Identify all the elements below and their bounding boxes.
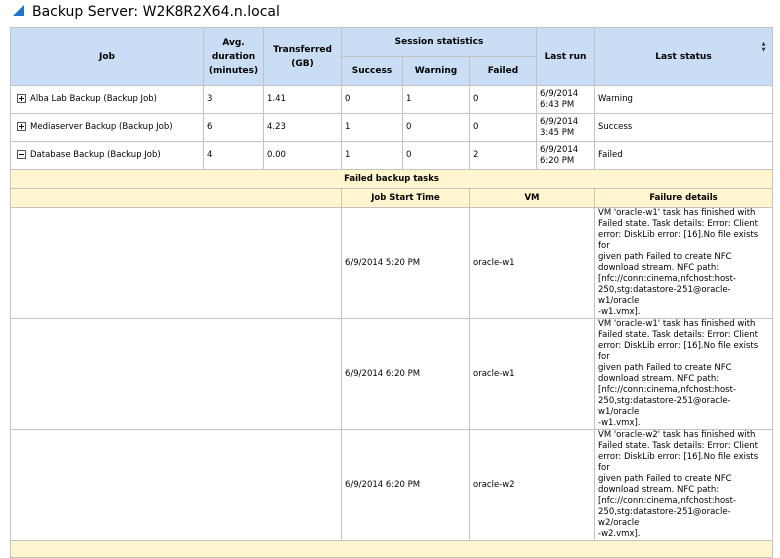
failed-task-spacer — [11, 430, 342, 541]
backup-jobs-table — [10, 27, 773, 558]
last-run-cell: 6/9/2014 3:45 PM — [537, 114, 595, 142]
success-cell: 1 — [342, 142, 403, 170]
failed-task-spacer — [11, 208, 342, 319]
job-start-time-cell: 6/9/2014 6:20 PM — [342, 430, 470, 541]
col-header-vm: VM — [470, 189, 595, 208]
col-header-success[interactable]: Success — [342, 57, 403, 86]
avg-duration-cell: 4 — [204, 142, 264, 170]
col-header-failed[interactable]: Failed — [470, 57, 537, 86]
job-cell — [11, 114, 204, 142]
job-cell — [11, 86, 204, 114]
job-name: Database Backup (Backup Job) — [30, 150, 161, 160]
transferred-cell: 4.23 — [264, 114, 342, 142]
col-header-job[interactable]: Job — [11, 28, 204, 86]
failed-task-spacer — [11, 319, 342, 430]
title-bar — [0, 0, 780, 27]
vm-cell: oracle-w1 — [470, 319, 595, 430]
job-start-time-cell: 6/9/2014 6:20 PM — [342, 319, 470, 430]
warning-cell: 0 — [403, 142, 470, 170]
warning-cell: 1 — [403, 86, 470, 114]
failed-tasks-title: Failed backup tasks — [11, 170, 773, 189]
table-footer — [11, 541, 773, 558]
last-status-label: Last status — [655, 51, 712, 62]
last-run-cell: 6/9/2014 6:43 PM — [537, 86, 595, 114]
last-status-cell: Warning — [595, 86, 773, 114]
last-status-cell: Failed — [595, 142, 773, 170]
plus-box-icon[interactable] — [17, 94, 26, 103]
job-name: Mediaserver Backup (Backup Job) — [30, 122, 173, 132]
col-header-last-status[interactable] — [595, 28, 773, 86]
last-status-cell: Success — [595, 114, 773, 142]
col-header-job-start-time: Job Start Time — [342, 189, 470, 208]
success-cell: 1 — [342, 114, 403, 142]
job-name: Alba Lab Backup (Backup Job) — [30, 94, 157, 104]
failure-details-cell: VM 'oracle-w1' task has finished with Failed state. Task details: Error: Client error: DiskLib error: [16].No file exists for given path Failed to create NFC download stream. NFC path: [nfc://conn:cinema,nfchost:host- 250,stg:datastore-251@oracle-w1/oracle -w1.vmx]. — [595, 319, 773, 430]
col-header-session-statistics: Session statistics — [342, 28, 537, 57]
failed-cell: 2 — [470, 142, 537, 170]
transferred-cell: 1.41 — [264, 86, 342, 114]
job-start-time-cell: 6/9/2014 5:20 PM — [342, 208, 470, 319]
last-run-cell: 6/9/2014 6:20 PM — [537, 142, 595, 170]
failed-tasks-header-row — [11, 189, 773, 208]
page-title: Backup Server: W2K8R2X64.n.local — [32, 4, 280, 20]
plus-box-icon[interactable] — [17, 122, 26, 131]
col-header-transferred[interactable]: Transferred (GB) — [264, 28, 342, 86]
failed-cell: 0 — [470, 114, 537, 142]
col-header-warning[interactable]: Warning — [403, 57, 470, 86]
footer-bar — [11, 541, 773, 558]
failed-task-row — [11, 319, 773, 430]
warning-cell: 0 — [403, 114, 470, 142]
failure-details-cell: VM 'oracle-w2' task has finished with Failed state. Task details: Error: Client error: DiskLib error: [16].No file exists for given path Failed to create NFC download stream. NFC path: [nfc://conn:cinema,nfchost:host- 250,stg:datastore-251@oracle-w2/oracle -w2.vmx]. — [595, 430, 773, 541]
table-row[interactable] — [11, 114, 773, 142]
failed-task-row — [11, 430, 773, 541]
col-header-failure-details: Failure details — [595, 189, 773, 208]
failed-cell: 0 — [470, 86, 537, 114]
failed-task-row — [11, 208, 773, 319]
failed-tasks-spacer — [11, 189, 342, 208]
col-header-last-run[interactable]: Last run — [537, 28, 595, 86]
vm-cell: oracle-w2 — [470, 430, 595, 541]
minus-box-icon[interactable] — [17, 150, 26, 159]
success-cell: 0 — [342, 86, 403, 114]
vm-cell: oracle-w1 — [470, 208, 595, 319]
avg-duration-cell: 3 — [204, 86, 264, 114]
table-row[interactable] — [11, 142, 773, 170]
sort-arrows-icon[interactable]: ▲ ▼ — [761, 40, 766, 53]
col-header-avg-duration[interactable]: Avg. duration (minutes) — [204, 28, 264, 86]
transferred-cell: 0.00 — [264, 142, 342, 170]
table-row[interactable] — [11, 86, 773, 114]
job-cell — [11, 142, 204, 170]
failure-details-cell: VM 'oracle-w1' task has finished with Failed state. Task details: Error: Client error: DiskLib error: [16].No file exists for given path Failed to create NFC download stream. NFC path: [nfc://conn:cinema,nfchost:host- 250,stg:datastore-251@oracle-w1/oracle -w1.vmx]. — [595, 208, 773, 319]
triangle-icon — [13, 5, 24, 16]
avg-duration-cell: 6 — [204, 114, 264, 142]
failed-tasks-title-row — [11, 170, 773, 189]
